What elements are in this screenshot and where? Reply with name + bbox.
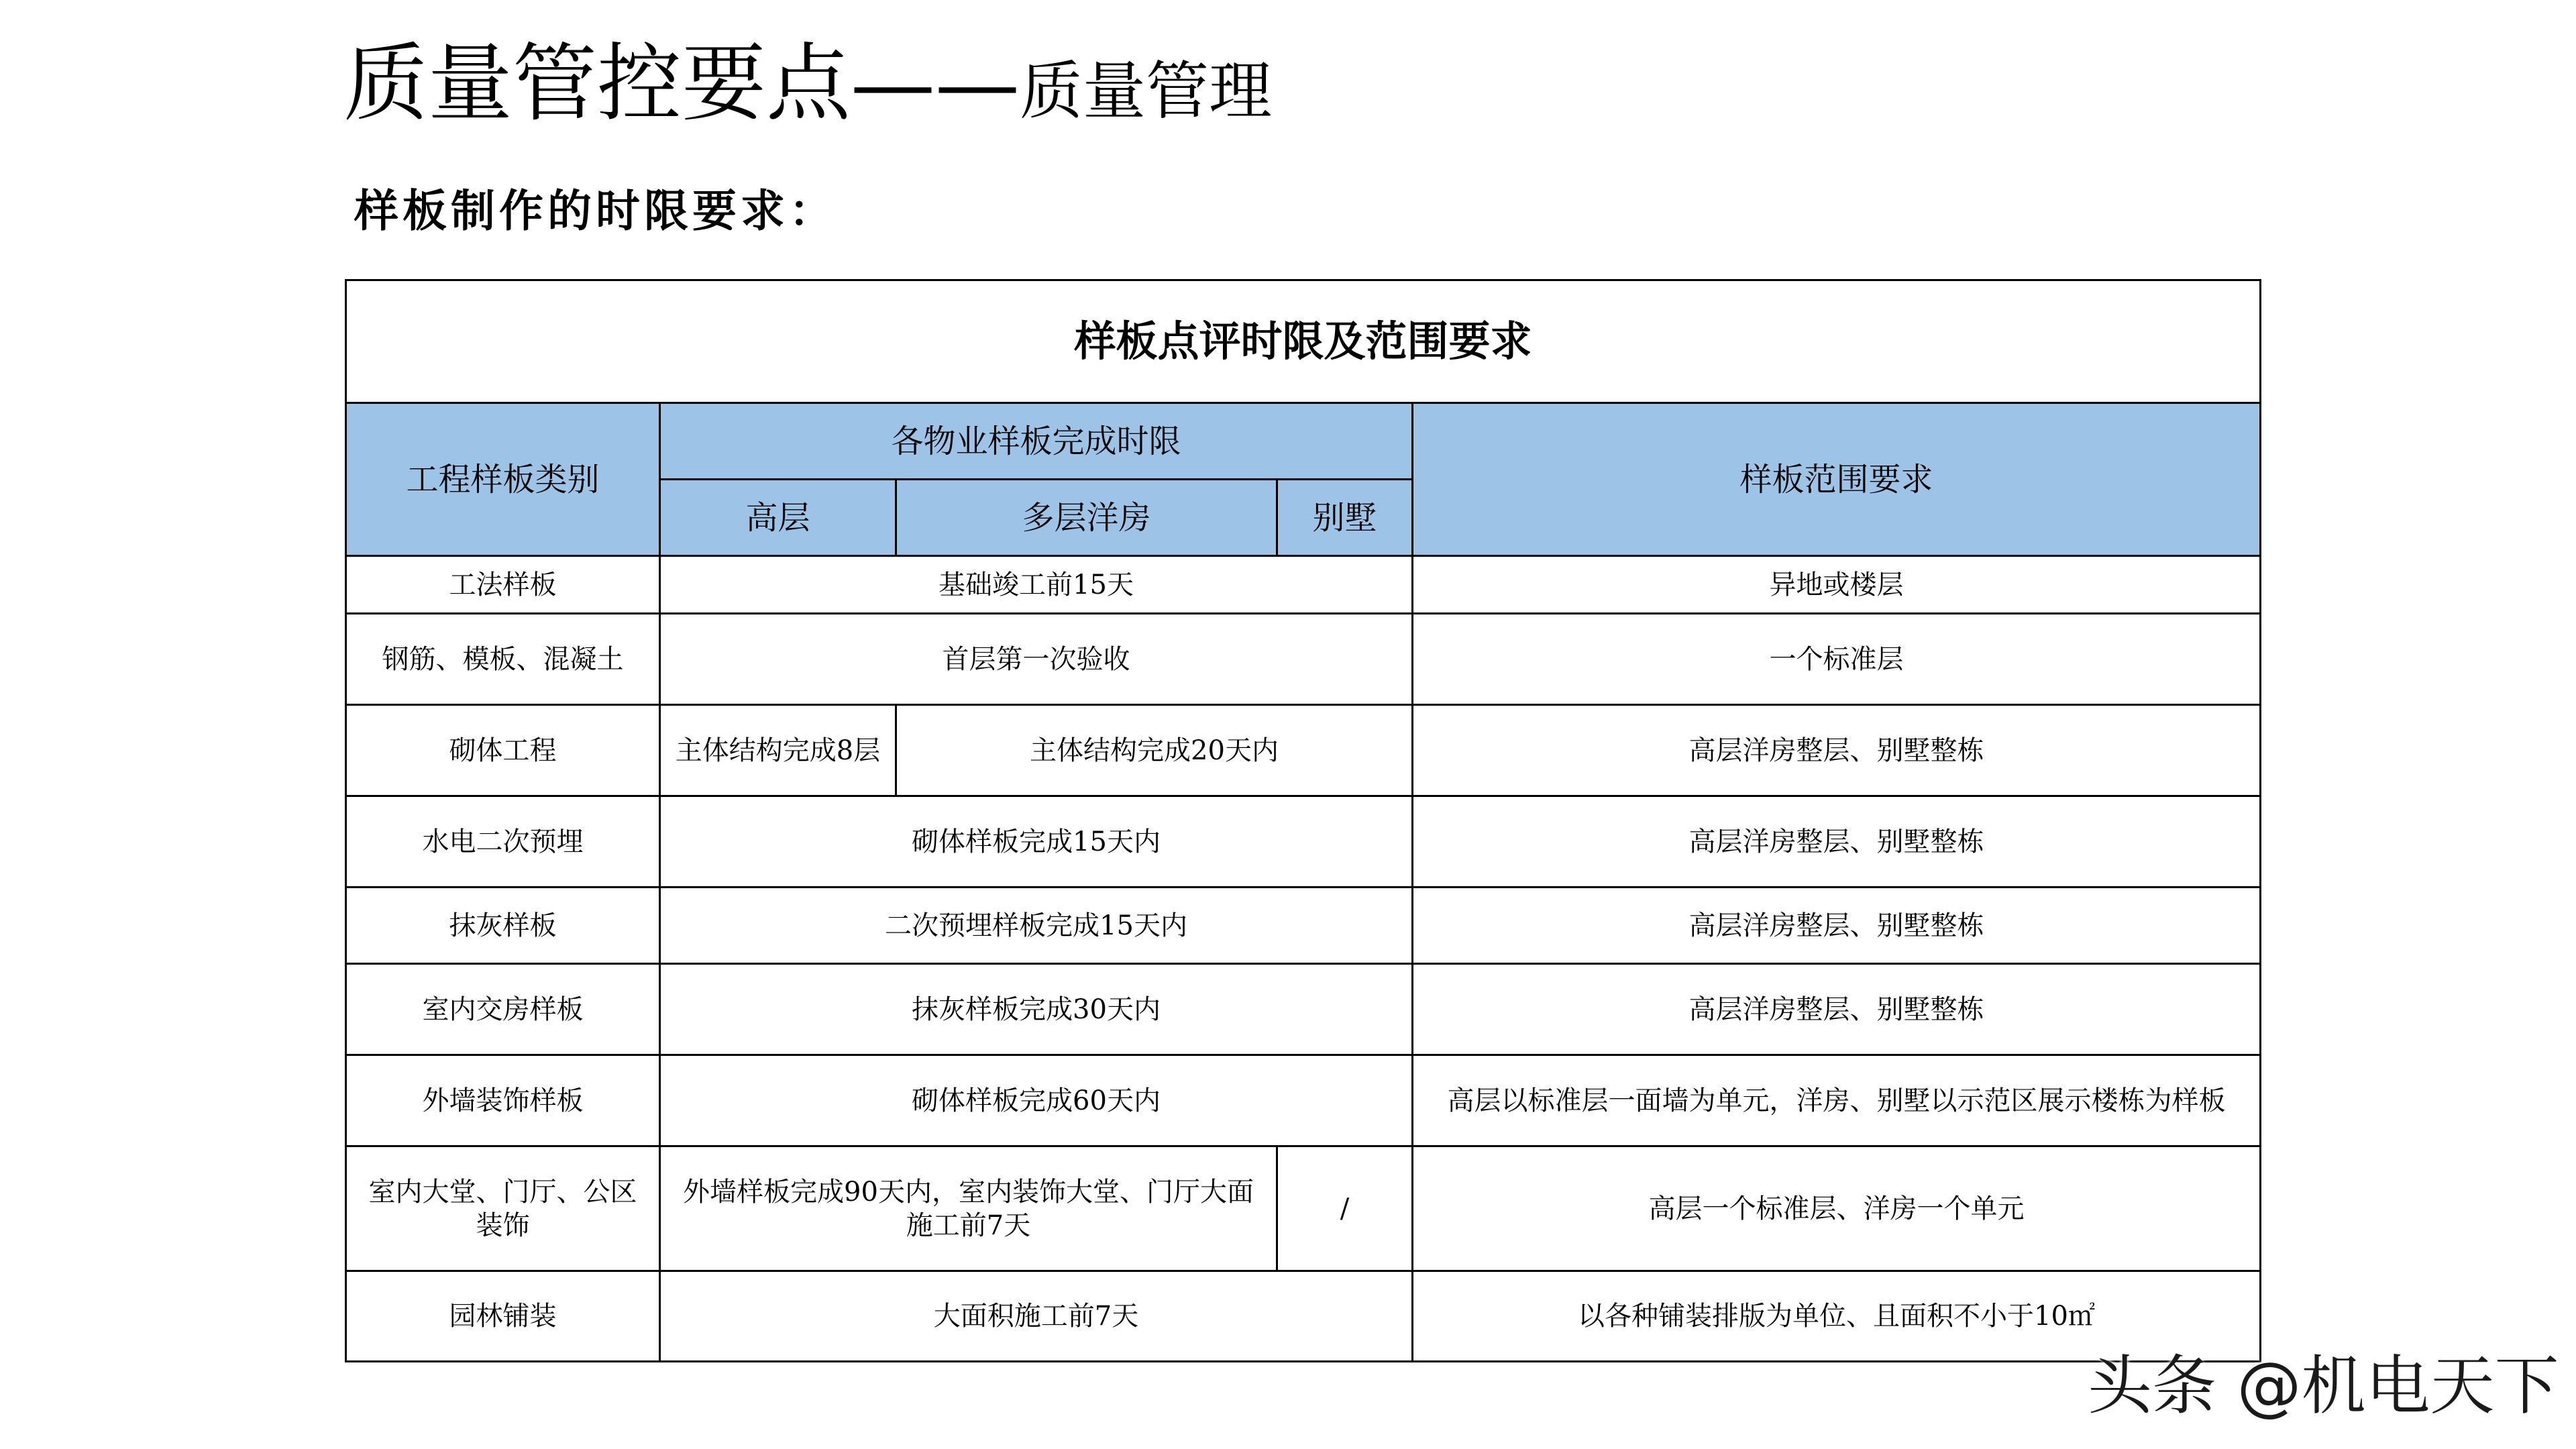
row-scope: 高层以标准层一面墙为单元，洋房、别墅以示范区展示楼栋为样板: [1413, 1055, 2261, 1146]
row-deadline-high-multi: 外墙样板完成90天内，室内装饰大堂、门厅大面施工前7天: [660, 1146, 1277, 1271]
page-title-sub: 质量管理: [1020, 55, 1273, 128]
header-deadline-group: 各物业样板完成时限: [660, 403, 1413, 480]
row-scope: 高层洋房整层、别墅整栋: [1413, 705, 2261, 796]
row-category: 园林铺装: [346, 1271, 660, 1362]
row-deadline: 二次预埋样板完成15天内: [660, 888, 1413, 964]
table-row: [346, 556, 2261, 614]
row-deadline-villa: /: [1277, 1146, 1413, 1271]
table-row: [346, 1146, 2261, 1271]
header-villa: 别墅: [1277, 480, 1413, 556]
table-row: [346, 796, 2261, 888]
row-scope: 高层一个标准层、洋房一个单元: [1413, 1146, 2261, 1271]
row-scope: 一个标准层: [1413, 614, 2261, 705]
row-scope: 高层洋房整层、别墅整栋: [1413, 964, 2261, 1055]
row-deadline: 砌体样板完成60天内: [660, 1055, 1413, 1146]
row-deadline: 首层第一次验收: [660, 614, 1413, 705]
row-deadline: 抹灰样板完成30天内: [660, 964, 1413, 1055]
header-multi-storey: 多层洋房: [896, 480, 1277, 556]
table-row: [346, 888, 2261, 964]
table-row: [346, 614, 2261, 705]
row-scope: 异地或楼层: [1413, 556, 2261, 614]
row-category: 室内交房样板: [346, 964, 660, 1055]
watermark: 头条 @机电天下: [2088, 1348, 2559, 1424]
row-scope: 高层洋房整层、别墅整栋: [1413, 888, 2261, 964]
row-category: 水电二次预埋: [346, 796, 660, 888]
sample-requirements-table: [345, 279, 2261, 1362]
row-category: 外墙装饰样板: [346, 1055, 660, 1146]
table-title-row: [346, 280, 2261, 403]
row-category: 抹灰样板: [346, 888, 660, 964]
row-category: 砌体工程: [346, 705, 660, 796]
sample-requirements-table-container: [345, 279, 2259, 1360]
row-deadline-high-rise: 主体结构完成8层: [660, 705, 896, 796]
header-high-rise: 高层: [660, 480, 896, 556]
row-deadline-other: 主体结构完成20天内: [896, 705, 1413, 796]
row-scope: 高层洋房整层、别墅整栋: [1413, 796, 2261, 888]
page-title: [343, 34, 1273, 133]
row-scope: 以各种铺装排版为单位、且面积不小于10㎡: [1413, 1271, 2261, 1362]
table-row: [346, 1271, 2261, 1362]
row-deadline: 大面积施工前7天: [660, 1271, 1413, 1362]
table-row: [346, 964, 2261, 1055]
row-category: 工法样板: [346, 556, 660, 614]
header-scope: 样板范围要求: [1413, 403, 2261, 556]
row-deadline: 基础竣工前15天: [660, 556, 1413, 614]
section-subtitle: 样板制作的时限要求：: [354, 185, 837, 237]
header-category: 工程样板类别: [346, 403, 660, 556]
table-header-row: [346, 403, 2261, 480]
page-title-main: 质量管控要点——: [343, 34, 1020, 133]
table-row: [346, 705, 2261, 796]
table-title: 样板点评时限及范围要求: [346, 280, 2261, 403]
row-category: 钢筋、模板、混凝土: [346, 614, 660, 705]
row-category: 室内大堂、门厅、公区装饰: [346, 1146, 660, 1271]
row-deadline: 砌体样板完成15天内: [660, 796, 1413, 888]
table-row: [346, 1055, 2261, 1146]
